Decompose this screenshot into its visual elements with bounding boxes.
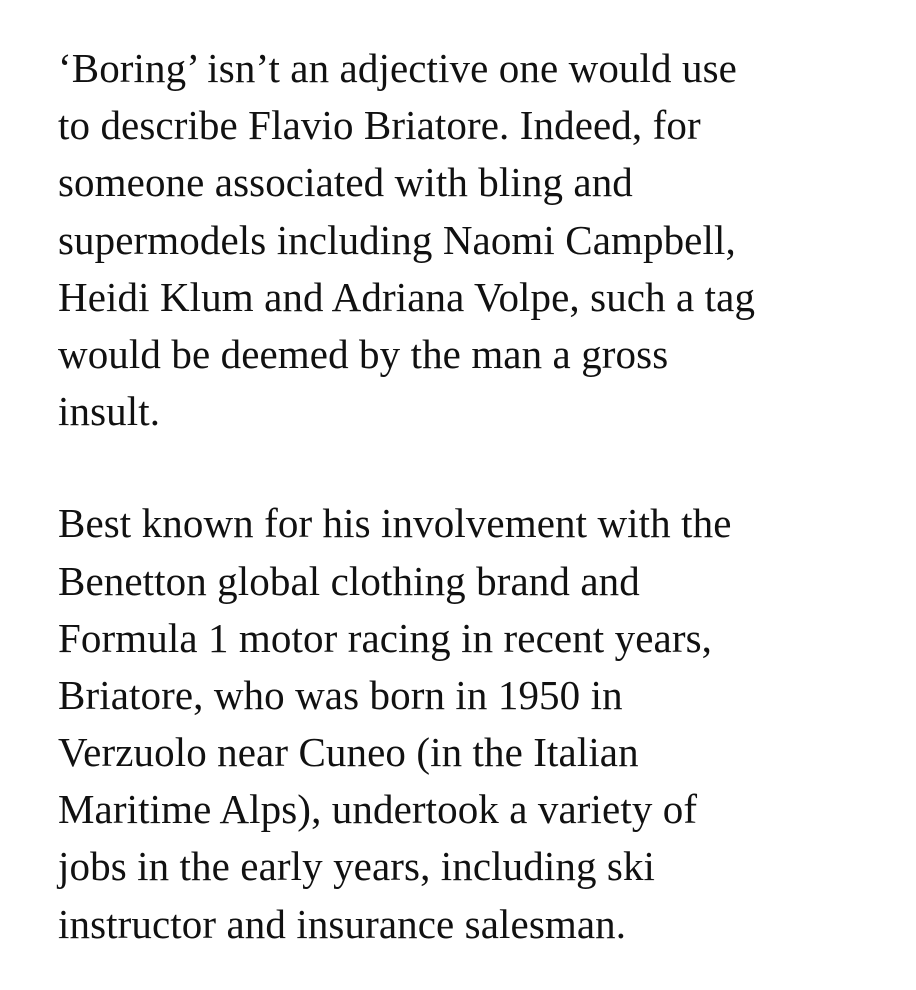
text-line: Formula 1 motor racing in recent years, xyxy=(58,614,712,661)
text-line: instructor and insurance salesman. xyxy=(58,900,627,947)
text-line: Best known for his involvement with the xyxy=(58,500,732,547)
text-line: ‘Boring’ isn’t an adjective one would use xyxy=(58,45,737,91)
text-line: Verzuolo near Cuneo (in the Italian xyxy=(58,729,639,776)
text-line: Heidi Klum and Adriana Volpe, such a tag xyxy=(58,273,756,320)
text-line: supermodels including Naomi Campbell, xyxy=(58,216,736,263)
text-line: jobs in the early years, including ski xyxy=(58,843,656,890)
text-line: Maritime Alps), undertook a variety of xyxy=(58,786,698,833)
text-line: someone associated with bling and xyxy=(58,159,633,206)
text-line: to describe Flavio Briatore. Indeed, for xyxy=(58,102,701,149)
text-line: insult. xyxy=(58,388,161,435)
text-line: Briatore, who was born in 1950 in xyxy=(58,671,623,718)
text-line: Benetton global clothing brand and xyxy=(58,557,640,604)
text-line: would be deemed by the man a gross xyxy=(58,330,669,377)
article-body xyxy=(58,40,898,953)
paragraph-briatore-background xyxy=(58,495,898,953)
paragraph-briatore-intro xyxy=(58,40,898,440)
